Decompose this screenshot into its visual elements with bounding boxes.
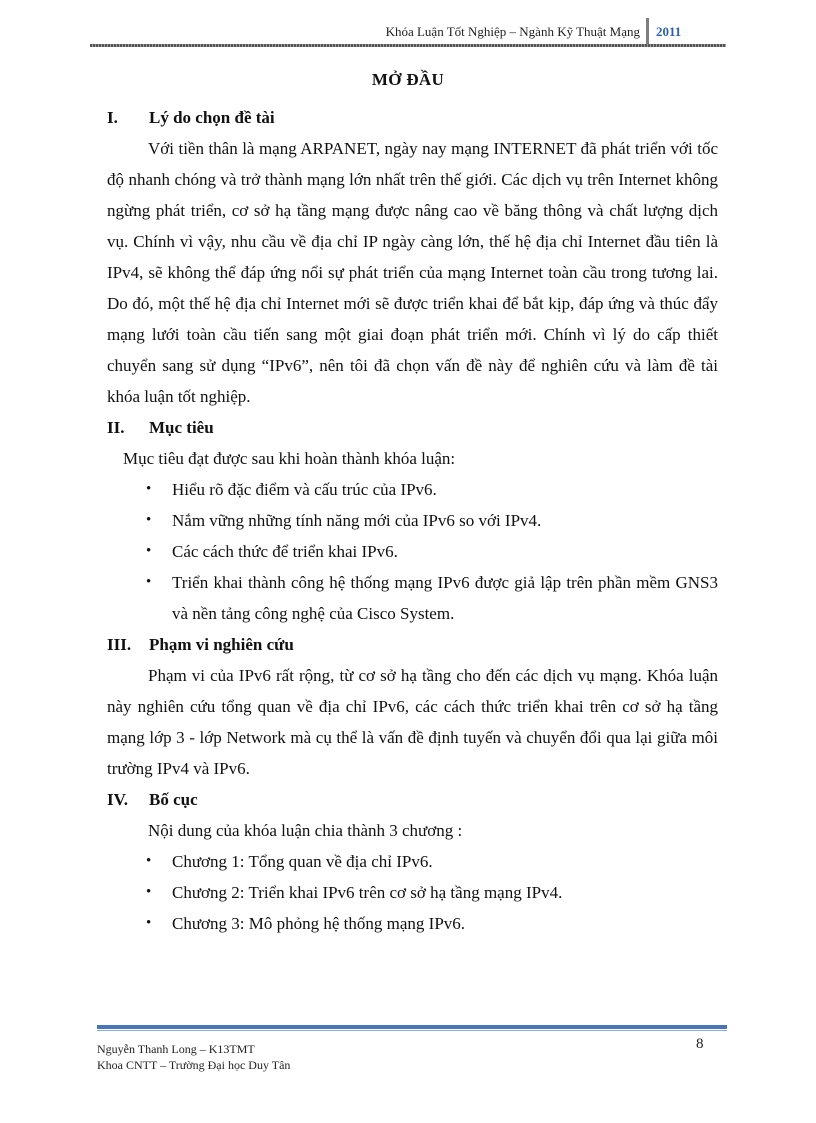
section-paragraph-reason: Với tiền thân là mạng ARPANET, ngày nay mạng INTERNET đã phát triển với tốc độ nhanh chóng và trở thành mạng lớn nhất trên thế giới. Các dịch vụ trên Internet không ngừng phát triển, cơ sở hạ tầng mạng được nâng cao về băng thông và chất lượng dịch vụ. Chính vì vậy, nhu cầu về địa chỉ IP ngày càng lớn, thế hệ địa chỉ Internet đầu tiên là IPv4, sẽ không thể đáp ứng nổi sự phát triển của mạng Internet toàn cầu trong tương lai. Do đó, một thế hệ địa chỉ Internet mới sẽ được triển khai để bắt kịp, đáp ứng và thúc đẩy mạng lưới toàn cầu tiến sang một giai đoạn phát triển mới. Chính vì lý do cấp thiết chuyển sang sử dụng “IPv6”, nên tôi đã chọn vấn đề này để nghiên cứu và làm đề tài khóa luận tốt nghiệp. xyxy=(107,139,718,406)
section-title: Phạm vi nghiên cứu xyxy=(149,635,294,654)
footer-rule-thin xyxy=(97,1030,727,1031)
page-title: MỞ ĐẦU xyxy=(371,70,445,89)
page-number: 8 xyxy=(696,1036,704,1052)
objectives-list xyxy=(107,474,718,629)
list-item: • Các cách thức để triển khai IPv6. xyxy=(144,536,718,567)
section-heading-reason xyxy=(107,102,718,133)
section-paragraph-scope: Phạm vi của IPv6 rất rộng, từ cơ sở hạ tầng cho đến các dịch vụ mạng. Khóa luận này nghiên cứu tổng quan về địa chỉ IPv6, các cách thức triển khai trên cơ sở hạ tầng mạng lớp 3 - lớp Network mà cụ thể là vấn đề định tuyến và chuyển đổi qua lại giữa môi trường IPv4 và IPv6. xyxy=(107,666,718,778)
section-title: Lý do chọn đề tài xyxy=(149,108,275,127)
section-heading-scope xyxy=(107,629,718,660)
footer-rule xyxy=(97,1025,727,1029)
list-item: • Chương 3: Mô phỏng hệ thống mạng IPv6. xyxy=(144,908,718,939)
section-title: Bố cục xyxy=(149,790,198,809)
footer-author: Nguyễn Thanh Long – K13TMT xyxy=(97,1042,255,1056)
objectives-intro: Mục tiêu đạt được sau khi hoàn thành khóa luận: xyxy=(123,449,456,468)
document-body xyxy=(107,102,718,939)
chapters-list xyxy=(107,846,718,939)
layout-intro: Nội dung của khóa luận chia thành 3 chương : xyxy=(148,821,463,840)
list-item: • Chương 2: Triển khai IPv6 trên cơ sở hạ tầng mạng IPv4. xyxy=(144,877,718,908)
list-item: • Triển khai thành công hệ thống mạng IPv6 được giả lập trên phần mềm GNS3 và nền tảng công nghệ của Cisco System. xyxy=(144,567,718,629)
header-separator xyxy=(646,18,649,45)
header-year: 2011 xyxy=(656,24,682,39)
list-item: • Nắm vững những tính năng mới của IPv6 so với IPv4. xyxy=(144,505,718,536)
section-number: I. xyxy=(107,108,118,127)
section-number: IV. xyxy=(107,790,128,809)
section-title: Mục tiêu xyxy=(149,418,214,437)
list-item: • Hiểu rõ đặc điểm và cấu trúc của IPv6. xyxy=(144,474,718,505)
section-number: II. xyxy=(107,418,125,437)
section-heading-layout xyxy=(107,784,718,815)
header-title: Khóa Luận Tốt Nghiệp – Ngành Kỹ Thuật Mạng xyxy=(385,24,640,39)
section-number: III. xyxy=(107,635,132,654)
header-rule xyxy=(90,44,726,47)
section-heading-objectives xyxy=(107,412,718,443)
footer-faculty: Khoa CNTT – Trường Đại học Duy Tân xyxy=(97,1058,291,1072)
list-item: • Chương 1: Tổng quan về địa chỉ IPv6. xyxy=(144,846,718,877)
